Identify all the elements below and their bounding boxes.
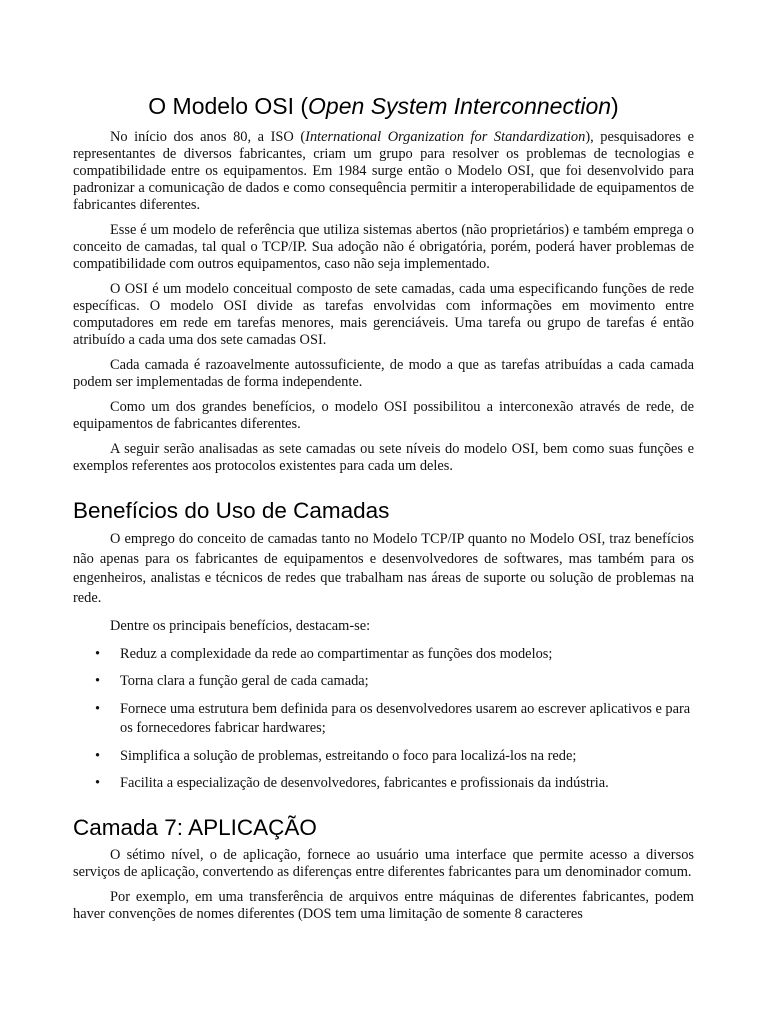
title-italic: Open System Interconnection (308, 93, 612, 119)
list-item: • Torna clara a função geral de cada camada; (73, 672, 694, 692)
layer7-paragraph-2: Por exemplo, em uma transferência de arquivos entre máquinas de diferentes fabricantes, podem haver convenções de nomes diferentes (DOS tem uma limitação de somente 8 caracteres (73, 888, 694, 922)
benefits-paragraph: O emprego do conceito de camadas tanto no Modelo TCP/IP quanto no Modelo OSI, traz benefícios não apenas para os fabricantes de equipamentos e desenvolvedores de softwares, mas também para os engenheiros, analistas e técnicos de redes que trabalham nas áreas de suporte ou solução de problemas na rede. (73, 531, 694, 606)
intro-paragraph-6: A seguir serão analisadas as sete camadas ou sete níveis do modelo OSI, bem como suas funções e exemplos referentes aos protocolos existentes para cada um deles. (73, 441, 694, 474)
list-item: • Facilita a especialização de desenvolvedores, fabricantes e profissionais da indústria. (73, 774, 694, 794)
list-item: • Simplifica a solução de problemas, estreitando o foco para localizá-los na rede; (73, 747, 694, 767)
bullet-icon: • (95, 747, 101, 764)
layer7-section (73, 814, 694, 923)
list-item: • Reduz a complexidade da rede ao compartimentar as funções dos modelos; (73, 645, 694, 665)
intro-paragraph-2: Esse é um modelo de referência que utiliza sistemas abertos (não proprietários) e também emprega o conceito de camadas, tal qual o TCP/IP. Sua adoção não é obrigatória, porém, poderá haver problemas de compatibilidade com outros equipamentos, caso não seja implementado. (73, 222, 694, 272)
bullet-icon: • (95, 673, 101, 689)
layer7-paragraph-1: O sétimo nível, o de aplicação, fornece ao usuário uma interface que permite acesso a diversos serviços de aplicação, convertendo as diferenças entre diferentes fabricantes para um denominador comum. (73, 846, 694, 880)
benefits-list (73, 645, 694, 794)
list-item: • Fornece uma estrutura bem definida para os desenvolvedores usarem ao escrever aplicativos e para os fornecedores fabricar hardwares; (95, 700, 691, 736)
intro-paragraph-1: No início dos anos 80, a ISO (International Organization for Standardization), pesquisadores e representantes de diversos fabricantes, criam um grupo para resolver os problemas de tecnologias e compatibilidade entre os equipamentos. Em 1984 surge então o Modelo OSI, que foi desenvolvido para padronizar a comunicação de dados e como consequência permitir a interoperabilidade de equipamentos de fabricantes diferentes. (73, 129, 694, 213)
bullet-icon: • (95, 700, 101, 717)
title-prefix: O Modelo OSI ( (148, 93, 309, 119)
intro-paragraph-5: Como um dos grandes benefícios, o modelo OSI possibilitou a interconexão através de rede, de equipamentos de fabricantes diferentes. (73, 399, 694, 432)
layer7-heading: Camada 7: APLICAÇÃO (73, 814, 317, 840)
title-suffix: ) (611, 93, 619, 119)
benefits-heading: Benefícios do Uso de Camadas (73, 498, 390, 523)
intro-paragraph-4: Cada camada é razoavelmente autossuficiente, de modo a que as tarefas atribuídas a cada camada podem ser implementadas de forma independente. (73, 357, 694, 390)
benefits-section (73, 497, 694, 794)
iso-full-name: International Organization for Standardization (305, 129, 586, 145)
document-title (73, 91, 694, 121)
bullet-icon: • (95, 645, 101, 662)
intro-paragraph-3: O OSI é um modelo conceitual composto de sete camadas, cada uma especificando funções de rede específicas. O modelo OSI divide as tarefas envolvidas com informações em movimento entre computadores em rede em tarefas menores, mais gerenciáveis. Uma tarefa ou grupo de tarefas é então atribuído a cada uma dos sete camadas OSI. (73, 281, 694, 348)
benefits-list-intro: Dentre os principais benefícios, destacam-se: (110, 618, 371, 634)
document-page (73, 0, 694, 931)
bullet-icon: • (95, 775, 101, 791)
